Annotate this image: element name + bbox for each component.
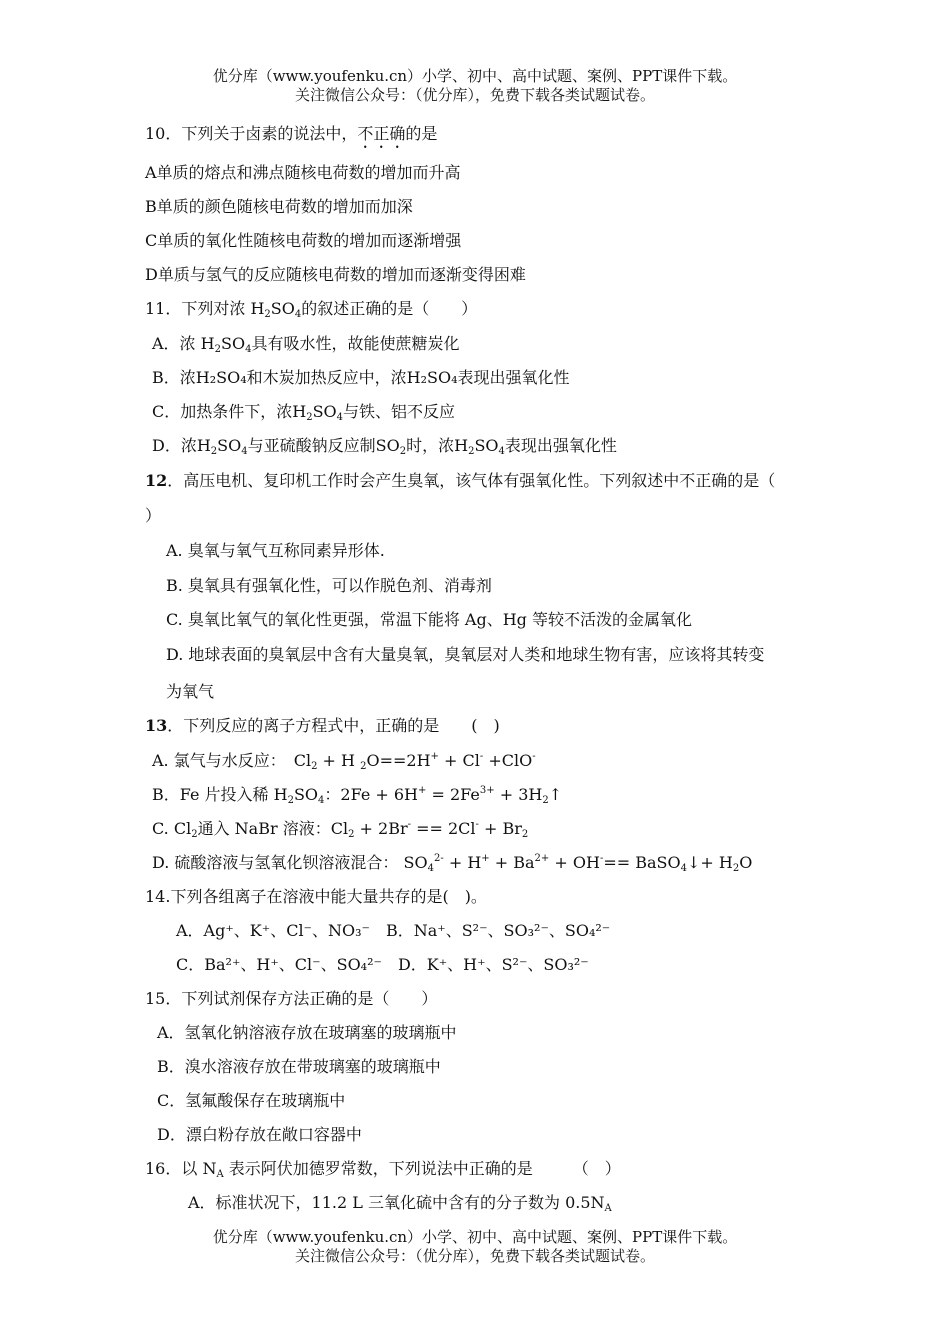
q12-option-d-line1: D. 地球表面的臭氧层中含有大量臭氧，臭氧层对人类和地球生物有害，应该将其转变 xyxy=(166,645,765,664)
q10-option-d: D单质与氢气的反应随核电荷数的增加而逐渐变得困难 xyxy=(145,265,526,284)
q16-option-a: A．标准状况下，11.2 L 三氧化硫中含有的分子数为 $0.5N_A$ xyxy=(188,1193,612,1214)
footer-line-1: 优分库（www.youfenku.cn）小学、初中、高中试题、案例、PPT课件下载。 xyxy=(212,1228,738,1246)
q12-option-c: C. 臭氧比氧气的氧化性更强，常温下能将 Ag、Hg 等较不活泼的金属氧化 xyxy=(166,610,693,629)
q13-stem: 13．下列反应的离子方程式中，正确的是 ( ) xyxy=(145,716,500,735)
q10-option-b: B单质的颜色随核电荷数的增加而加深 xyxy=(145,197,413,216)
q12-option-a: A. 臭氧与氧气互称同素异形体. xyxy=(166,541,385,560)
q11-option-a: A．浓 $H_2SO_4$具有吸水性，故能使蔗糖炭化 xyxy=(152,334,460,355)
q13-option-d: D. 硫酸溶液与氢氧化钡溶液混合： $SO_4^{2-} + H^+ + Ba^{2+} + OH^-==$ BaSO$_4$↓+ $H_2O$ xyxy=(152,853,753,874)
q15-option-b: B．溴水溶液存放在带玻璃塞的玻璃瓶中 xyxy=(157,1057,441,1076)
q15-option-a: A．氢氧化钠溶液存放在玻璃塞的玻璃瓶中 xyxy=(157,1023,457,1042)
q12-stem: 12．高压电机、复印机工作时会产生臭氧，该气体有强氧化性。下列叙述中不正确的是（ xyxy=(145,471,776,490)
q11-stem: 11．下列对浓 $H_2SO_4$的叙述正确的是（ ） xyxy=(145,299,478,320)
q15-stem: 15．下列试剂保存方法正确的是（ ） xyxy=(145,989,438,1008)
page-header xyxy=(0,67,950,105)
header-line-2: 关注微信公众号：（优分库），免费下载各类试题试卷。 xyxy=(294,86,655,104)
q12-stem-close: ） xyxy=(145,506,162,525)
q16-stem: 16．以 $N_A$ 表示阿伏加德罗常数，下列说法中正确的是 （ ） xyxy=(145,1159,621,1180)
q12-option-b: B. 臭氧具有强氧化性，可以作脱色剂、消毒剂 xyxy=(166,576,492,595)
footer-line-2: 关注微信公众号：（优分库），免费下载各类试题试卷。 xyxy=(294,1247,655,1265)
q11-option-c: C．加热条件下，浓$H_2SO_4$与铁、铝不反应 xyxy=(152,402,456,423)
q10-option-c: C单质的氧化性随核电荷数的增加而逐渐增强 xyxy=(145,231,462,250)
q10-option-a: A单质的熔点和沸点随核电荷数的增加而升高 xyxy=(145,163,461,182)
q13-option-b: B．Fe 片投入稀 $H_2SO_4$：$2Fe + 6H^+ = 2Fe^{3+}$ + $3H_2↑$ xyxy=(152,785,563,806)
q12-option-d-line2: 为氧气 xyxy=(166,682,215,701)
header-line-1: 优分库（www.youfenku.cn）小学、初中、高中试题、案例、PPT课件下载。 xyxy=(212,67,738,85)
q10-emphasis: 不正确 xyxy=(357,124,406,143)
q11-option-b: B．浓H₂SO₄和木炭加热反应中，浓H₂SO₄表现出强氧化性 xyxy=(152,368,570,387)
q13-option-c: C. $Cl_2$通入 NaBr 溶液：$Cl_2 + 2Br^- == 2Cl^- + Br_2$ xyxy=(152,819,529,840)
q14-options-ab: A．Ag⁺、K⁺、Cl⁻、NO₃⁻ B．Na⁺、S²⁻、SO₃²⁻、SO₄²⁻ xyxy=(176,921,611,940)
q10-stem: 10．下列关于卤素的说法中，不正确的是 xyxy=(145,124,438,143)
q11-option-d: D．浓$H_2SO_4$与亚硫酸钠反应制$SO_2$时，浓$H_2SO_4$表现出强氧化性 xyxy=(152,436,617,457)
page-footer xyxy=(0,1228,950,1266)
q14-stem: 14.下列各组离子在溶液中能大量共存的是( )。 xyxy=(145,887,487,906)
q13-option-a: A. 氯气与水反应： $Cl_2 + H$ $_2$O==2H+ + Cl- +ClO- xyxy=(152,751,536,772)
q15-option-c: C．氢氟酸保存在玻璃瓶中 xyxy=(157,1091,346,1110)
q15-option-d: D．漂白粉存放在敞口容器中 xyxy=(157,1125,362,1144)
q14-options-cd: C．Ba²⁺、H⁺、Cl⁻、SO₄²⁻ D．K⁺、H⁺、S²⁻、SO₃²⁻ xyxy=(176,955,589,974)
